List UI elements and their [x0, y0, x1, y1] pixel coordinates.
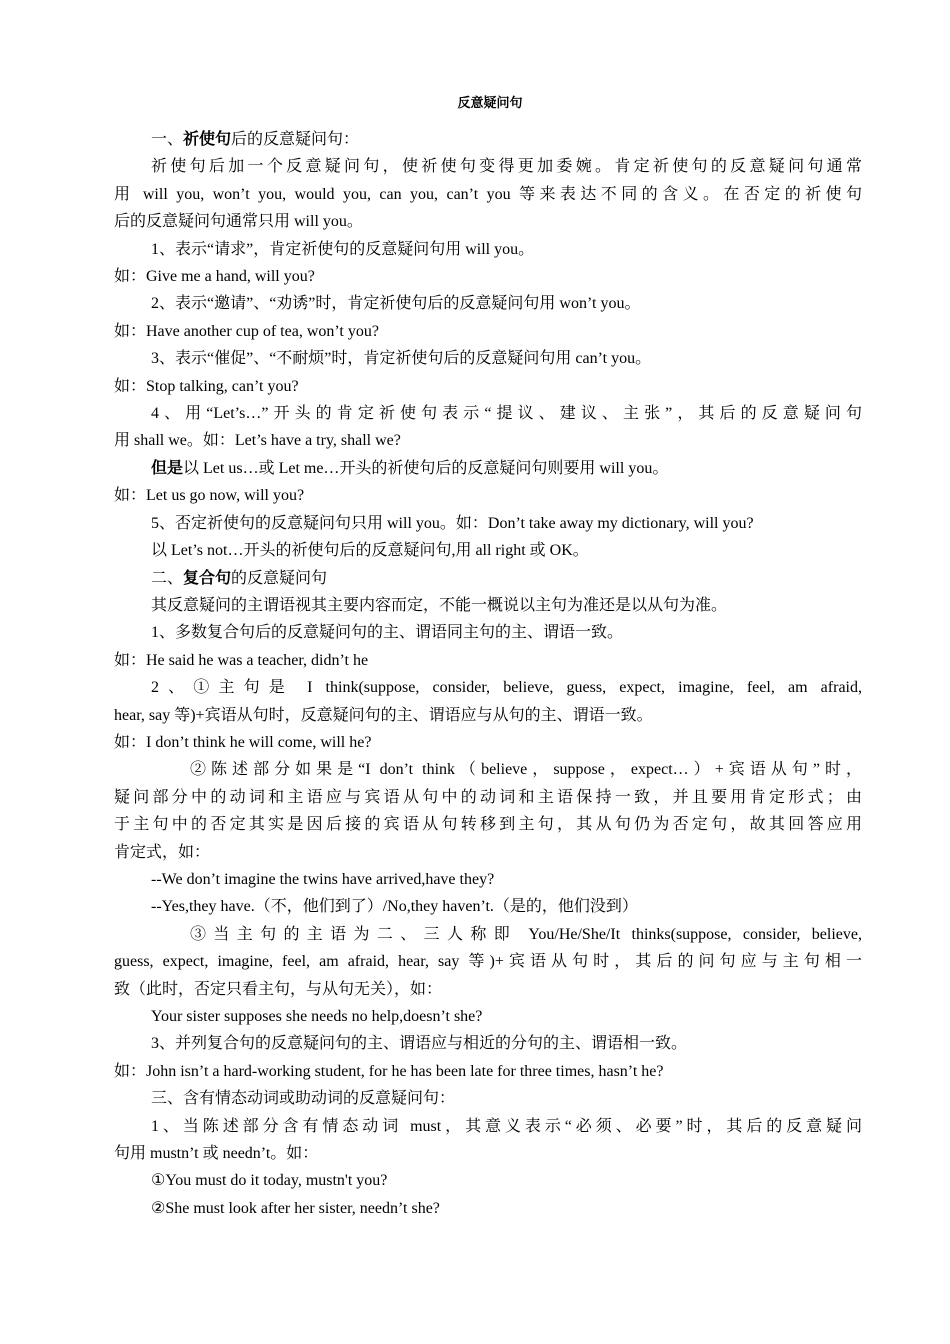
- example-line: Your sister supposes she needs no help,doesn’t she?: [151, 1008, 483, 1025]
- section-1-heading: [114, 126, 862, 153]
- paragraph: 祈使句后加一个反意疑问句，使祈使句变得更加委婉。肯定祈使句的反意疑问句通常: [151, 158, 862, 176]
- heading-keyword: 复合句: [183, 569, 232, 587]
- rule-item-continued: 疑问部分中的动词和主语应与宾语从句中的动词和主语保持一致，并且要用肯定形式；由: [114, 788, 862, 806]
- example-line: 如：John isn’t a hard-working student, for he has been late for three times, hasn’t he?: [114, 1062, 664, 1080]
- rule-item: 3、并列复合句的反意疑问句的主、谓语应与相近的分句的主、谓语相一致。: [151, 1035, 688, 1053]
- example-line: 如：Have another cup of tea, won’t you?: [114, 322, 379, 340]
- paragraph: 后的反意疑问句通常只用 will you。: [114, 213, 363, 231]
- rule-item: 5、否定祈使句的反意疑问句只用 will you。如：Don’t take away my dictionary, will you?: [151, 514, 754, 532]
- section-2-heading: [114, 565, 862, 592]
- rule-item: 2、①主句是 I think(suppose, consider, believe, guess, expect, imagine, feel, am afraid,: [151, 679, 862, 697]
- example-line: 如：He said he was a teacher, didn’t he: [114, 651, 369, 669]
- example-line: 如：Let us go now, will you?: [114, 487, 305, 505]
- rule-item-continued: 用 shall we。如：Let’s have a try, shall we?: [114, 432, 401, 450]
- dialogue-line: --We don’t imagine the twins have arrived,have they?: [151, 870, 495, 888]
- rule-item: 1、当陈述部分含有情态动词 must，其意义表示“必须、必要”时，其后的反意疑问: [151, 1117, 862, 1135]
- rule-item: 2、表示“邀请”、“劝诱”时，肯定祈使句后的反意疑问句用 won’t you。: [151, 295, 641, 313]
- rule-item-continued: 于主句中的否定其实是因后接的宾语从句转移到主句，其从句仍为否定句，故其回答应用: [114, 816, 862, 834]
- example-line: 如：Stop talking, can’t you?: [114, 377, 299, 395]
- heading-number: 二、: [151, 569, 184, 587]
- example-line: ②She must look after her sister, needn’t she?: [151, 1199, 440, 1217]
- rule-item: 以 Let’s not…开头的祈使句后的反意疑问句,用 all right 或 OK。: [151, 542, 589, 560]
- paragraph: 其反意疑问的主谓语视其主要内容而定，不能一概说以主句为准还是以从句为准。: [151, 596, 728, 614]
- dialogue-line: --Yes,they have.（不，他们到了）/No,they haven’t.（是的，他们没到）: [151, 898, 638, 916]
- heading-keyword: 祈使句: [183, 131, 232, 148]
- heading-text: 后的反意疑问句：: [231, 131, 360, 148]
- rule-item: 3、表示“催促”、“不耐烦”时，肯定祈使句后的反意疑问句用 can’t you。: [151, 350, 652, 368]
- rule-item-continued: 肯定式，如：: [114, 843, 211, 861]
- rule-item-continued: 致（此时，否定只看主句，与从句无关），如：: [114, 980, 443, 998]
- example-line: ①You must do it today, mustn't you?: [151, 1172, 388, 1190]
- rule-item: 4、用“Let’s…”开头的肯定祈使句表示“提议、建议、主张”，其后的反意疑问句: [151, 405, 862, 423]
- rule-item: 1、多数复合句后的反意疑问句的主、谓语同主句的主、谓语一致。: [151, 624, 624, 642]
- section-3-heading: 三、含有情态动词或助动词的反意疑问句：: [151, 1090, 456, 1108]
- paragraph: 用 will you, won’t you, would you, can you, can’t you 等来表达不同的含义。在否定的祈使句: [114, 185, 862, 203]
- rule-item-continued: hear, say 等)+宾语从句时，反意疑问句的主、谓语应与从句的主、谓语一致。: [114, 706, 653, 724]
- exception-text: 以 Let us…或 Let me…开头的祈使句后的反意疑问句则要用 will you。: [183, 459, 669, 477]
- rule-item-continued: 句用 mustn’t 或 needn’t。如：: [114, 1145, 319, 1163]
- heading-number: 一、: [151, 131, 184, 148]
- document-body: [114, 126, 862, 1222]
- heading-text: 的反意疑问句: [231, 569, 328, 587]
- example-line: 如：Give me a hand, will you?: [114, 268, 315, 286]
- rule-item: 1、表示“请求”，肯定祈使句的反意疑问句用 will you。: [151, 240, 535, 258]
- exception-note: [114, 455, 862, 482]
- rule-item-continued: guess, expect, imagine, feel, am afraid, hear, say 等)+宾语从句时，其后的问句应与主句相一: [114, 953, 862, 971]
- exception-keyword: 但是: [151, 459, 184, 477]
- example-line: 如：I don’t think he will come, will he?: [114, 733, 372, 751]
- rule-item: ③当主句的主语为二、三人称即 You/He/She/It thinks(suppose, consider, believe,: [190, 925, 862, 943]
- rule-item: ②陈述部分如果是“I don’t think（believe，suppose，expect…）+宾语从句”时，: [190, 761, 862, 779]
- page-title: 反意疑问句: [457, 96, 523, 111]
